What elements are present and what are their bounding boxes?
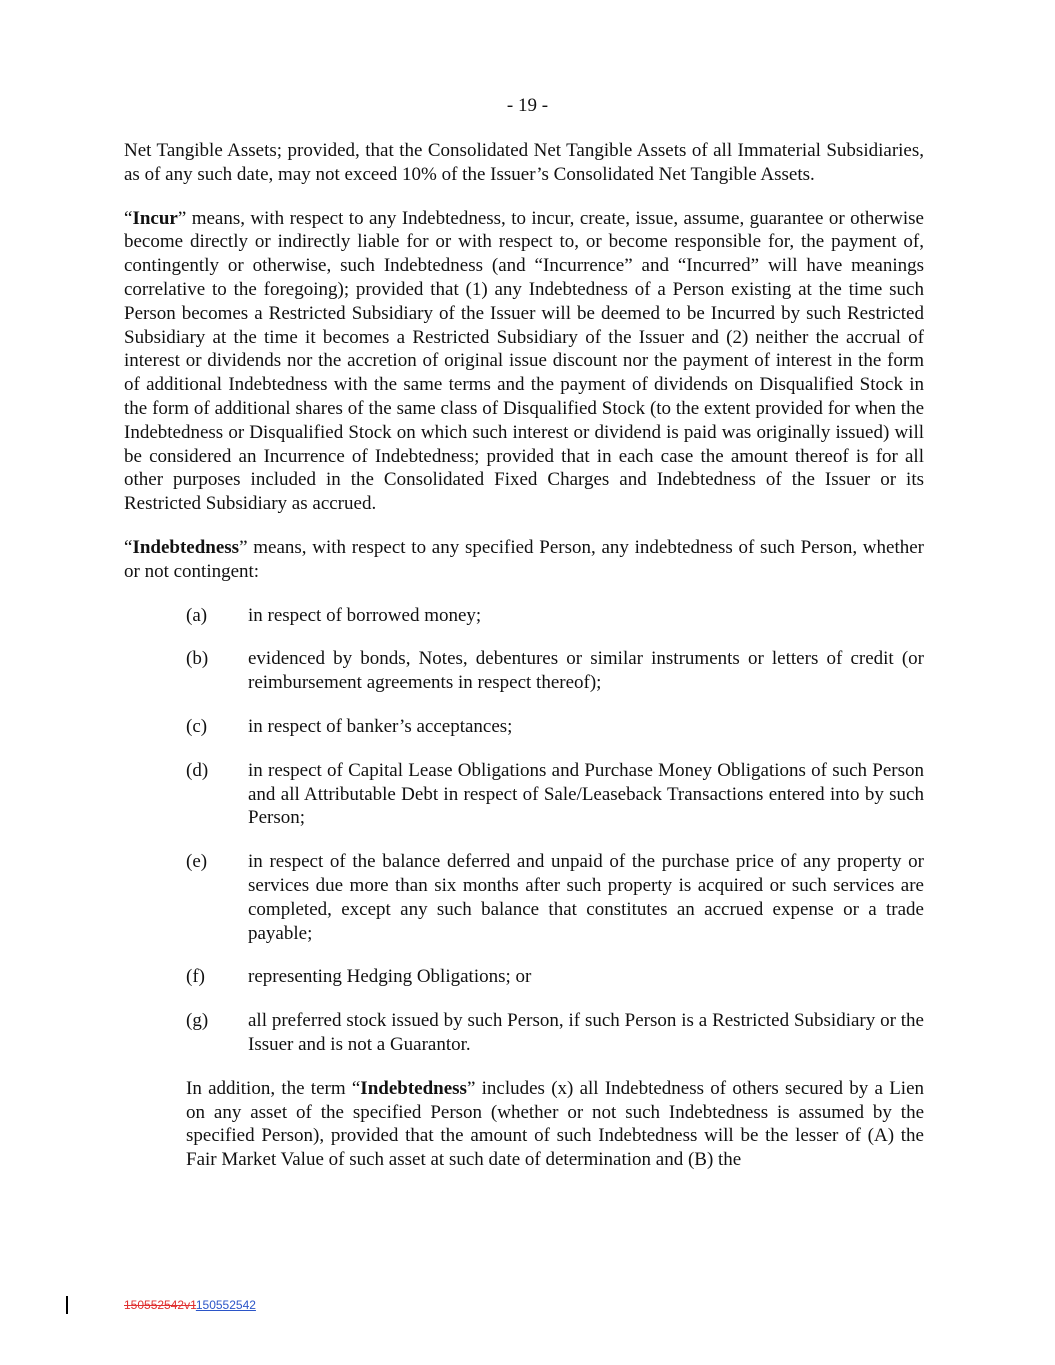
definition-incur xyxy=(124,207,924,516)
list-item-label: (b) xyxy=(186,648,209,670)
list-item-label: (a) xyxy=(186,604,208,626)
list-item-text: in respect of borrowed money; xyxy=(248,604,482,626)
deleted-document-id: 150552542v1 xyxy=(124,1298,196,1312)
list-item xyxy=(124,647,924,695)
change-bar xyxy=(66,1296,68,1314)
defined-term-indebtedness-addition: Indebtedness xyxy=(360,1077,467,1099)
definition-incur-open-quote: “ xyxy=(124,207,133,229)
list-item-label: (c) xyxy=(186,715,208,737)
list-item-text: all preferred stock issued by such Person, if such Person is a Restricted Subsidiary or the Issuer and is not a Guarantor. xyxy=(248,1010,924,1055)
list-item xyxy=(124,965,924,989)
defined-term-incur: Incur xyxy=(132,207,178,229)
definition-incur-text: ” means, with respect to any Indebtedness, to incur, create, issue, assume, guarantee or otherwise become directly or indirectly liable for or with respect to, or become responsible for, the payment of, contingently or otherwise, such Indebtedness (and “Incurrence” and “Incurred” will have meanings correlative to the foregoing); provided that (1) any Indebtedness of a Person existing at the time such Person becomes a Restricted Subsidiary of the Issuer will be deemed to be Incurred by such Restricted Subsidiary at the time it becomes a Restricted Subsidiary of the Issuer and (2) neither the accrual of interest or dividends nor the accretion of original issue discount nor the payment of interest in the form of additional Indebtedness with the same terms and the payment of dividends on Disqualified Stock in the form of additional shares of the same class of Disqualified Stock (to the extent provided for when the Indebtedness or Disqualified Stock on which such interest or dividend is paid was originally issued) will be considered an Incurrence of Indebtedness; provided that in each case the amount thereof is for all other purposes included in the Consolidated Fixed Charges and Indebtedness of the Issuer or its Restricted Subsidiary as accrued. xyxy=(124,207,924,515)
defined-term-indebtedness: Indebtedness xyxy=(132,536,240,558)
addition-text-after: ” includes (x) all Indebtedness of others secured by a Lien on any asset of the specified Person (whether or not such Indebtedness is assumed by the specified Person), provided that the amount of such Indebtedness will be the lesser of (A) the Fair Market Value of such asset at such date of determination and (B) the xyxy=(186,1077,925,1171)
list-item-label: (g) xyxy=(186,1010,209,1032)
document-body xyxy=(124,139,924,1192)
indebtedness-list xyxy=(124,604,924,1057)
list-item-label: (d) xyxy=(186,759,209,781)
list-item-text: representing Hedging Obligations; or xyxy=(248,966,532,988)
page-number: - 19 - xyxy=(506,95,549,116)
paragraph-immaterial-subsidiaries: Net Tangible Assets; provided, that the Consolidated Net Tangible Assets of all Immaterial Subsidiaries, as of any such date, may not exceed 10% of the Issuer’s Consolidated Net Tangible Assets. xyxy=(124,140,924,185)
inserted-document-id: 150552542 xyxy=(195,1298,256,1312)
list-item xyxy=(124,850,924,945)
list-item-text: in respect of banker’s acceptances; xyxy=(248,715,513,737)
list-item-text: in respect of Capital Lease Obligations and Purchase Money Obligations of such Person and all Attributable Debt in respect of Sale/Leaseback Transactions entered into by such Person; xyxy=(248,759,924,829)
list-item xyxy=(124,759,924,830)
definition-indebtedness-open-quote: “ xyxy=(124,536,133,558)
list-item-text: in respect of the balance deferred and unpaid of the purchase price of any property or services due more than six months after such property is acquired or such services are completed, except any such balance that constitutes an accrued expense or a trade payable; xyxy=(248,851,924,944)
list-item xyxy=(124,1009,924,1057)
list-item-label: (e) xyxy=(186,851,208,873)
addition-text-before: In addition, the term “ xyxy=(186,1077,361,1099)
document-id-footer xyxy=(124,1298,256,1312)
definition-indebtedness xyxy=(124,536,924,584)
list-item xyxy=(124,604,924,628)
list-item xyxy=(124,715,924,739)
list-item-label: (f) xyxy=(186,966,205,988)
list-item-text: evidenced by bonds, Notes, debentures or similar instruments or letters of credit (or reimbursement agreements in respect thereof); xyxy=(248,648,924,694)
paragraph-in-addition xyxy=(186,1077,924,1172)
definition-indebtedness-text: ” means, with respect to any specified Person, any indebtedness of such Person, whether or not contingent: xyxy=(124,536,924,582)
